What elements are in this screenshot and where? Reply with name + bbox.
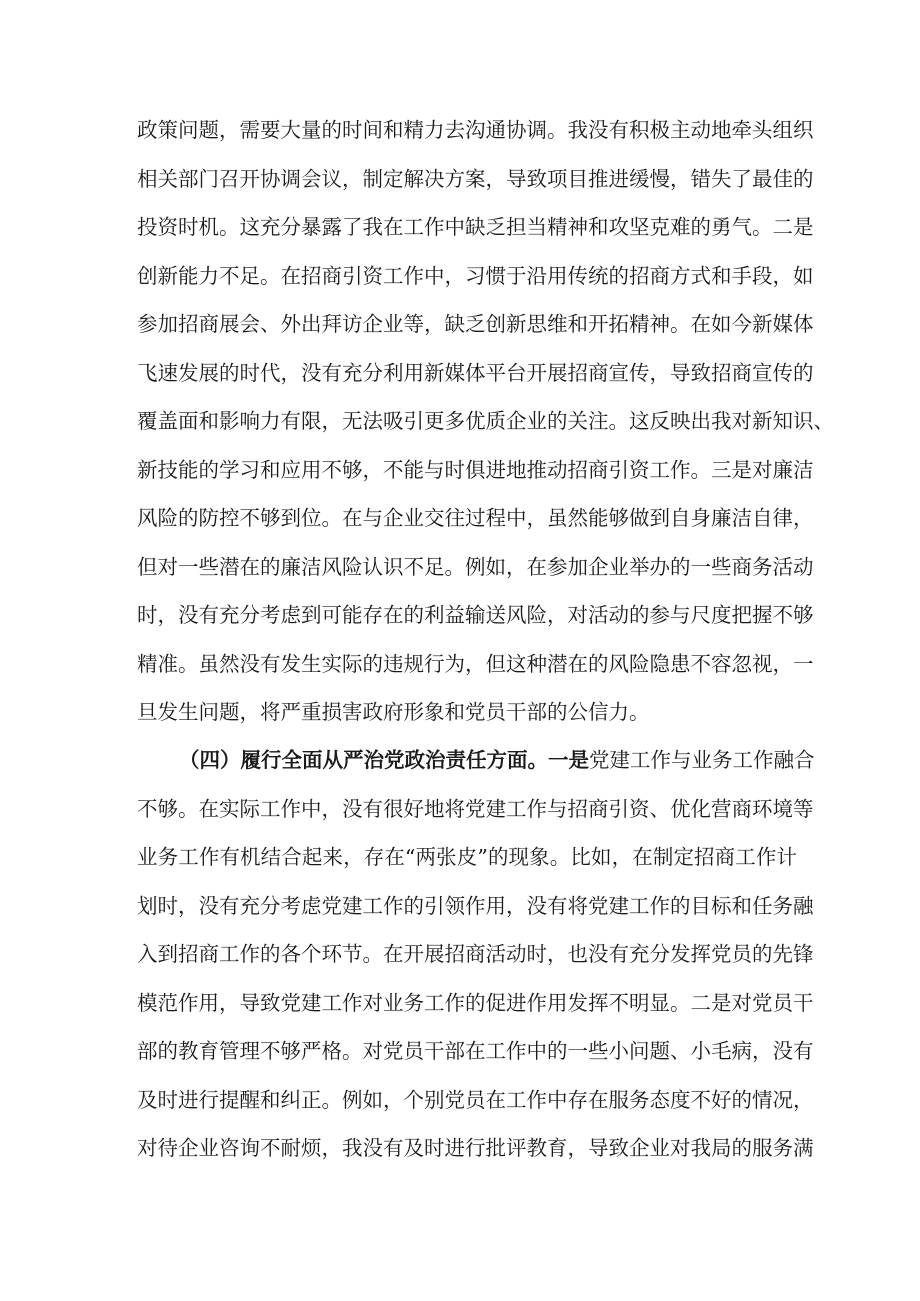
text-line: 对待企业咨询不耐烦，我没有及时进行批评教育，导致企业对我局的服务满 <box>137 1136 814 1160</box>
text-line: 覆盖面和影响力有限，无法吸引更多优质企业的关注。这反映出我对新知识、 <box>137 409 834 433</box>
text-line: 风险的防控不够到位。在与企业交往过程中，虽然能够做到自身廉洁自律， <box>137 506 814 530</box>
text-line: 但对一些潜在的廉洁风险认识不足。例如，在参加企业举办的一些商务活动 <box>137 554 814 579</box>
heading-line-rest: 党建工作与业务工作融合 <box>589 748 815 772</box>
text-line: 政策问题，需要大量的时间和精力去沟通协调。我没有积极主动地牵头组织 <box>137 118 814 142</box>
text-line: 不够。在实际工作中，没有很好地将党建工作与招商引资、优化营商环境等 <box>137 796 814 821</box>
text-line: 新技能的学习和应用不够，不能与时俱进地推动招商引资工作。三是对廉洁 <box>137 457 814 482</box>
text-line: 创新能力不足。在招商引资工作中，习惯于沿用传统的招商方式和手段，如 <box>137 263 814 288</box>
text-line: 飞速发展的时代，没有充分利用新媒体平台开展招商宣传，导致招商宣传的 <box>137 360 814 385</box>
section-heading-tail: 一是 <box>548 748 589 772</box>
text-line: 业务工作有机结合起来，存在“两张皮”的现象。比如，在制定招商工作计 <box>137 845 797 869</box>
text-line: 模范作用，导致党建工作对业务工作的促进作用发挥不明显。二是对党员干 <box>137 990 814 1015</box>
paragraph-self-criticism-part3 <box>137 106 834 737</box>
text-line: 时，没有充分考虑到可能存在的利益输送风险，对活动的参与尺度把握不够 <box>137 603 814 627</box>
text-line: 及时进行提醒和纠正。例如，个别党员在工作中存在服务态度不好的情况， <box>137 1087 814 1112</box>
paragraph-party-governance <box>137 736 815 1173</box>
section-heading-line <box>137 736 815 785</box>
text-line: 部的教育管理不够严格。对党员干部在工作中的一些小问题、小毛病，没有 <box>137 1039 814 1063</box>
text-line: 参加招商展会、外出拜访企业等，缺乏创新思维和开拓精神。在如今新媒体 <box>137 312 814 336</box>
text-line: 入到招商工作的各个环节。在开展招商活动时，也没有充分发挥党员的先锋 <box>137 942 814 966</box>
text-line: 划时，没有充分考虑党建工作的引领作用，没有将党建工作的目标和任务融 <box>137 893 814 918</box>
section-heading: （四）履行全面从严治党政治责任方面。 <box>179 748 548 772</box>
text-line: 投资时机。这充分暴露了我在工作中缺乏担当精神和攻坚克难的勇气。二是 <box>137 215 814 239</box>
text-line: 相关部门召开协调会议，制定解决方案，导致项目推进缓慢，错失了最佳的 <box>137 166 814 191</box>
text-line: 旦发生问题，将严重损害政府形象和党员干部的公信力。 <box>137 700 650 724</box>
text-line: 精准。虽然没有发生实际的违规行为，但这种潜在的风险隐患不容忽视，一 <box>137 651 814 676</box>
